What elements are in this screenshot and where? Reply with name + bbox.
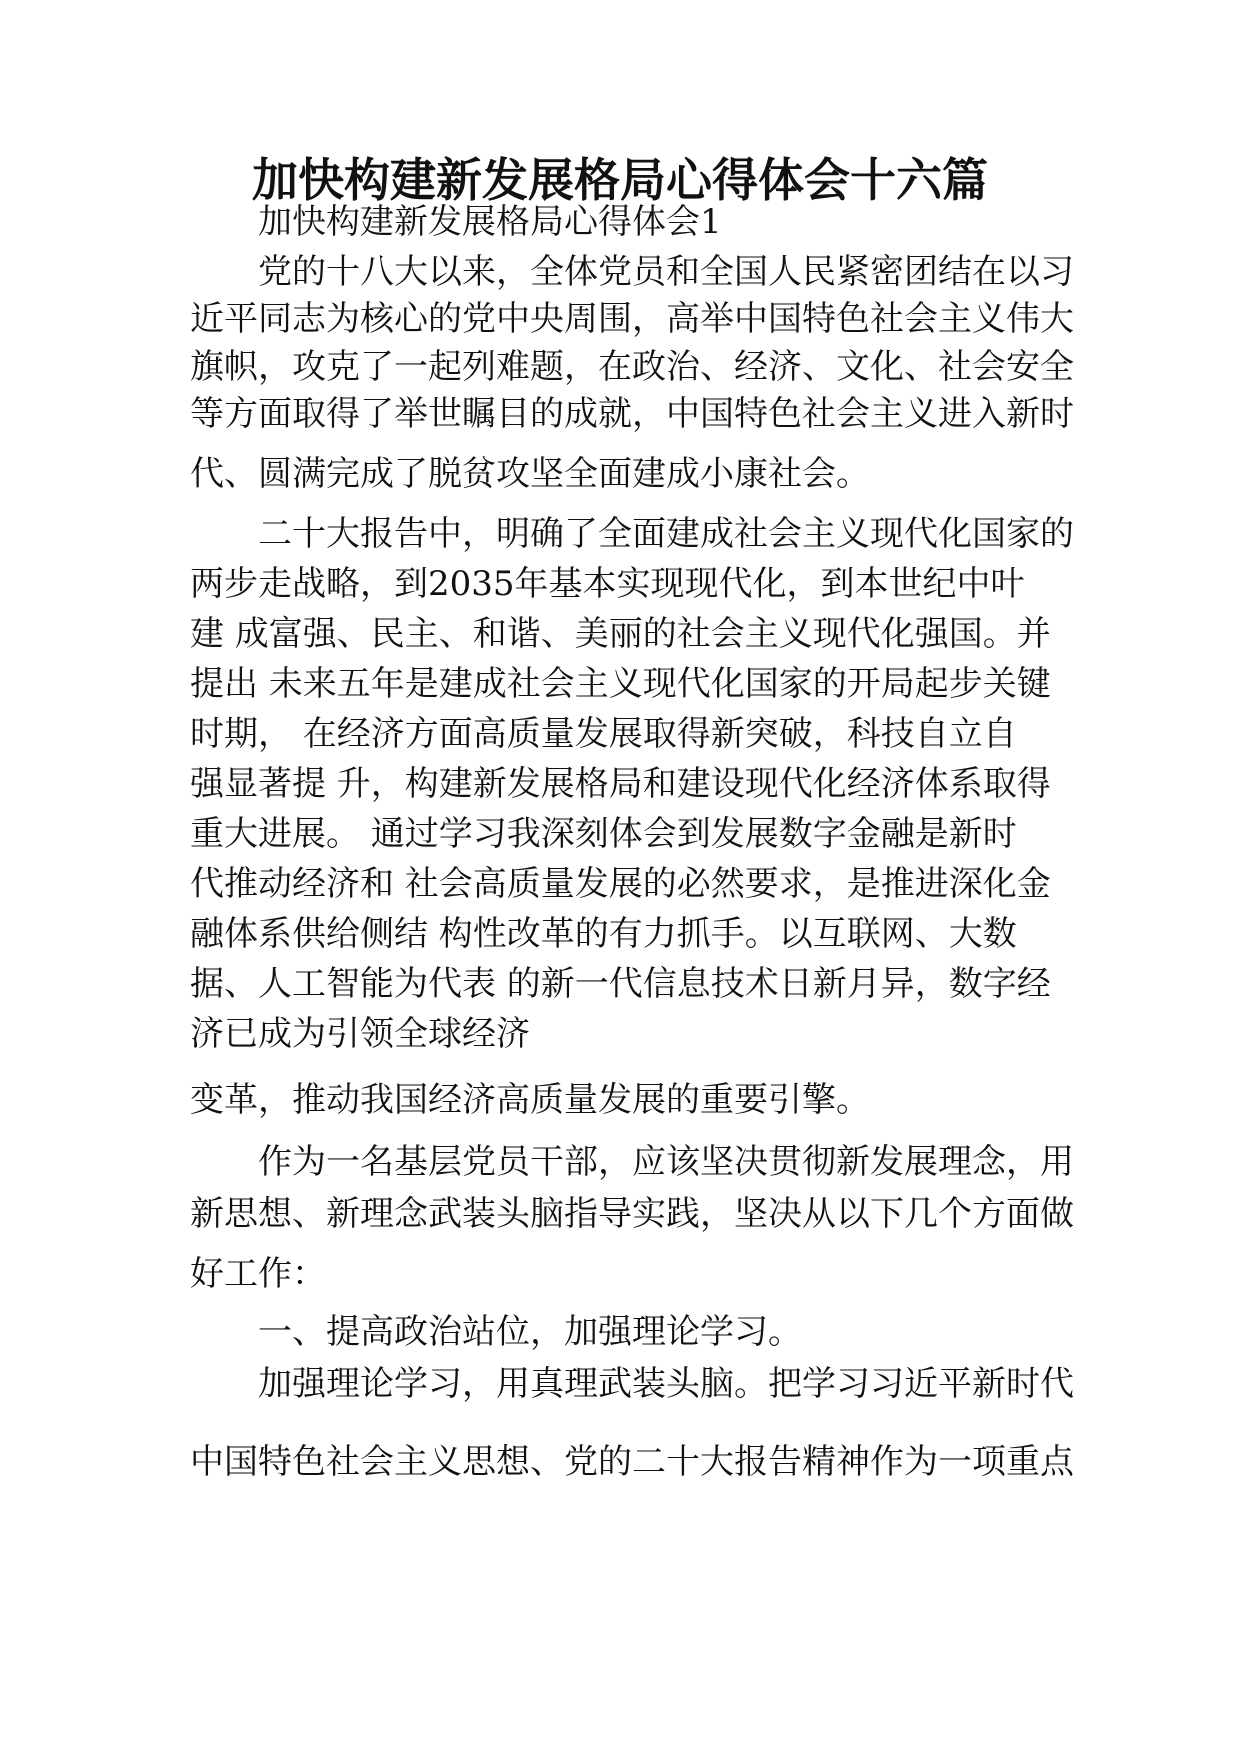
- text-line: 二十大报告中，明确了全面建成社会主义现代化国家的: [258, 514, 1074, 554]
- text-line: 好工作：: [190, 1254, 326, 1294]
- text-line: 代推动经济和 社会高质量发展的必然要求，是推进深化金: [190, 864, 1051, 904]
- text-line: 建 成富强、民主、和谐、美丽的社会主义现代化强国。并: [190, 614, 1051, 654]
- text-line: 党的十八大以来，全体党员和全国人民紧密团结在以习: [258, 252, 1074, 292]
- text-line: 据、人工智能为代表 的新一代信息技术日新月异，数字经: [190, 964, 1051, 1004]
- text-line: 强显著提 升，构建新发展格局和建设现代化经济体系取得: [190, 764, 1051, 804]
- text-line: 中国特色社会主义思想、党的二十大报告精神作为一项重点: [190, 1442, 1074, 1482]
- text-line: 变革，推动我国经济高质量发展的重要引擎。: [190, 1080, 870, 1120]
- text-line: 提出 未来五年是建成社会主义现代化国家的开局起步关键: [190, 664, 1051, 704]
- text-line: 等方面取得了举世瞩目的成就，中国特色社会主义进入新时: [190, 394, 1074, 434]
- text-line: 旗帜，攻克了一起列难题，在政治、经济、文化、社会安全: [190, 347, 1074, 387]
- text-line: 新思想、新理念武装头脑指导实践，坚决从以下几个方面做: [190, 1194, 1074, 1234]
- document-title: 加快构建新发展格局心得体会十六篇: [252, 153, 988, 207]
- text-line: 重大进展。 通过学习我深刻体会到发展数字金融是新时: [190, 814, 1017, 854]
- text-line: 加强理论学习，用真理武装头脑。把学习习近平新时代: [258, 1364, 1074, 1404]
- text-line: 两步走战略，到2035年基本实现现代化，到本世纪中叶: [190, 564, 1025, 604]
- text-line: 济已成为引领全球经济: [190, 1014, 530, 1054]
- text-line: 作为一名基层党员干部，应该坚决贯彻新发展理念，用: [258, 1142, 1074, 1182]
- subtitle-line: 加快构建新发展格局心得体会1: [258, 202, 722, 242]
- text-line: 近平同志为核心的党中央周围，高举中国特色社会主义伟大: [190, 299, 1074, 339]
- section-heading: 一、提高政治站位，加强理论学习。: [258, 1312, 802, 1352]
- text-line: 时期， 在经济方面高质量发展取得新突破，科技自立自: [190, 714, 1017, 754]
- text-line: 融体系供给侧结 构性改革的有力抓手。以互联网、大数: [190, 914, 1017, 954]
- text-line: 代、圆满完成了脱贫攻坚全面建成小康社会。: [190, 454, 870, 494]
